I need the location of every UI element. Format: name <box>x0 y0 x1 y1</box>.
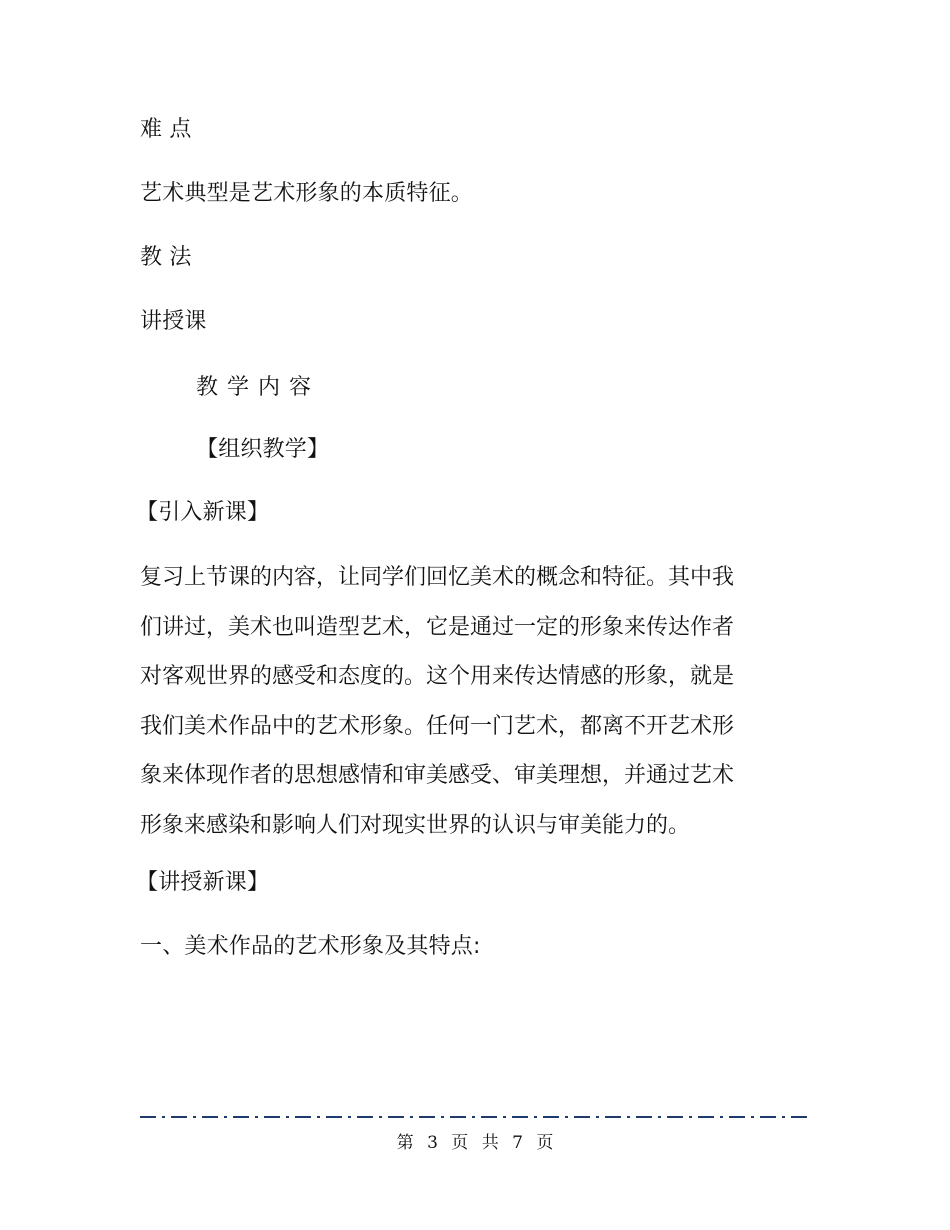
heading-teaching-content: 教 学 内 容 <box>196 375 312 400</box>
heading-difficulty: 难 点 <box>140 117 192 142</box>
paragraph-line: 对客观世界的感受和态度的。这个用来传达情感的形象，就是 <box>140 664 735 689</box>
section-one-heading: 一、美术作品的艺术形象及其特点: <box>140 934 481 959</box>
intro-paragraph <box>140 553 750 850</box>
method-text: 讲授课 <box>140 309 207 334</box>
paragraph-line: 复习上节课的内容，让同学们回忆美术的概念和特征。其中我 <box>140 565 735 590</box>
page-number: 第 3 页 共 7 页 <box>396 1133 554 1153</box>
difficulty-text: 艺术典型是艺术形象的本质特征。 <box>140 181 474 206</box>
paragraph-line: 形象来感染和影响人们对现实世界的认识与审美能力的。 <box>140 812 691 838</box>
paragraph-line: 们讲过，美术也叫造型艺术，它是通过一定的形象来传达作者 <box>140 614 735 640</box>
paragraph-line: 我们美术作品中的艺术形象。任何一门艺术，都离不开艺术形 <box>140 713 735 739</box>
heading-method: 教 法 <box>140 245 192 270</box>
teach-new-lesson-label: 【讲授新课】 <box>136 870 270 895</box>
footer-divider <box>140 1115 810 1119</box>
introduce-new-lesson-label: 【引入新课】 <box>136 500 270 525</box>
paragraph-line: 象来体现作者的思想感情和审美感受、审美理想，并通过艺术 <box>140 763 735 788</box>
organize-teaching-label: 【组织教学】 <box>196 437 330 462</box>
